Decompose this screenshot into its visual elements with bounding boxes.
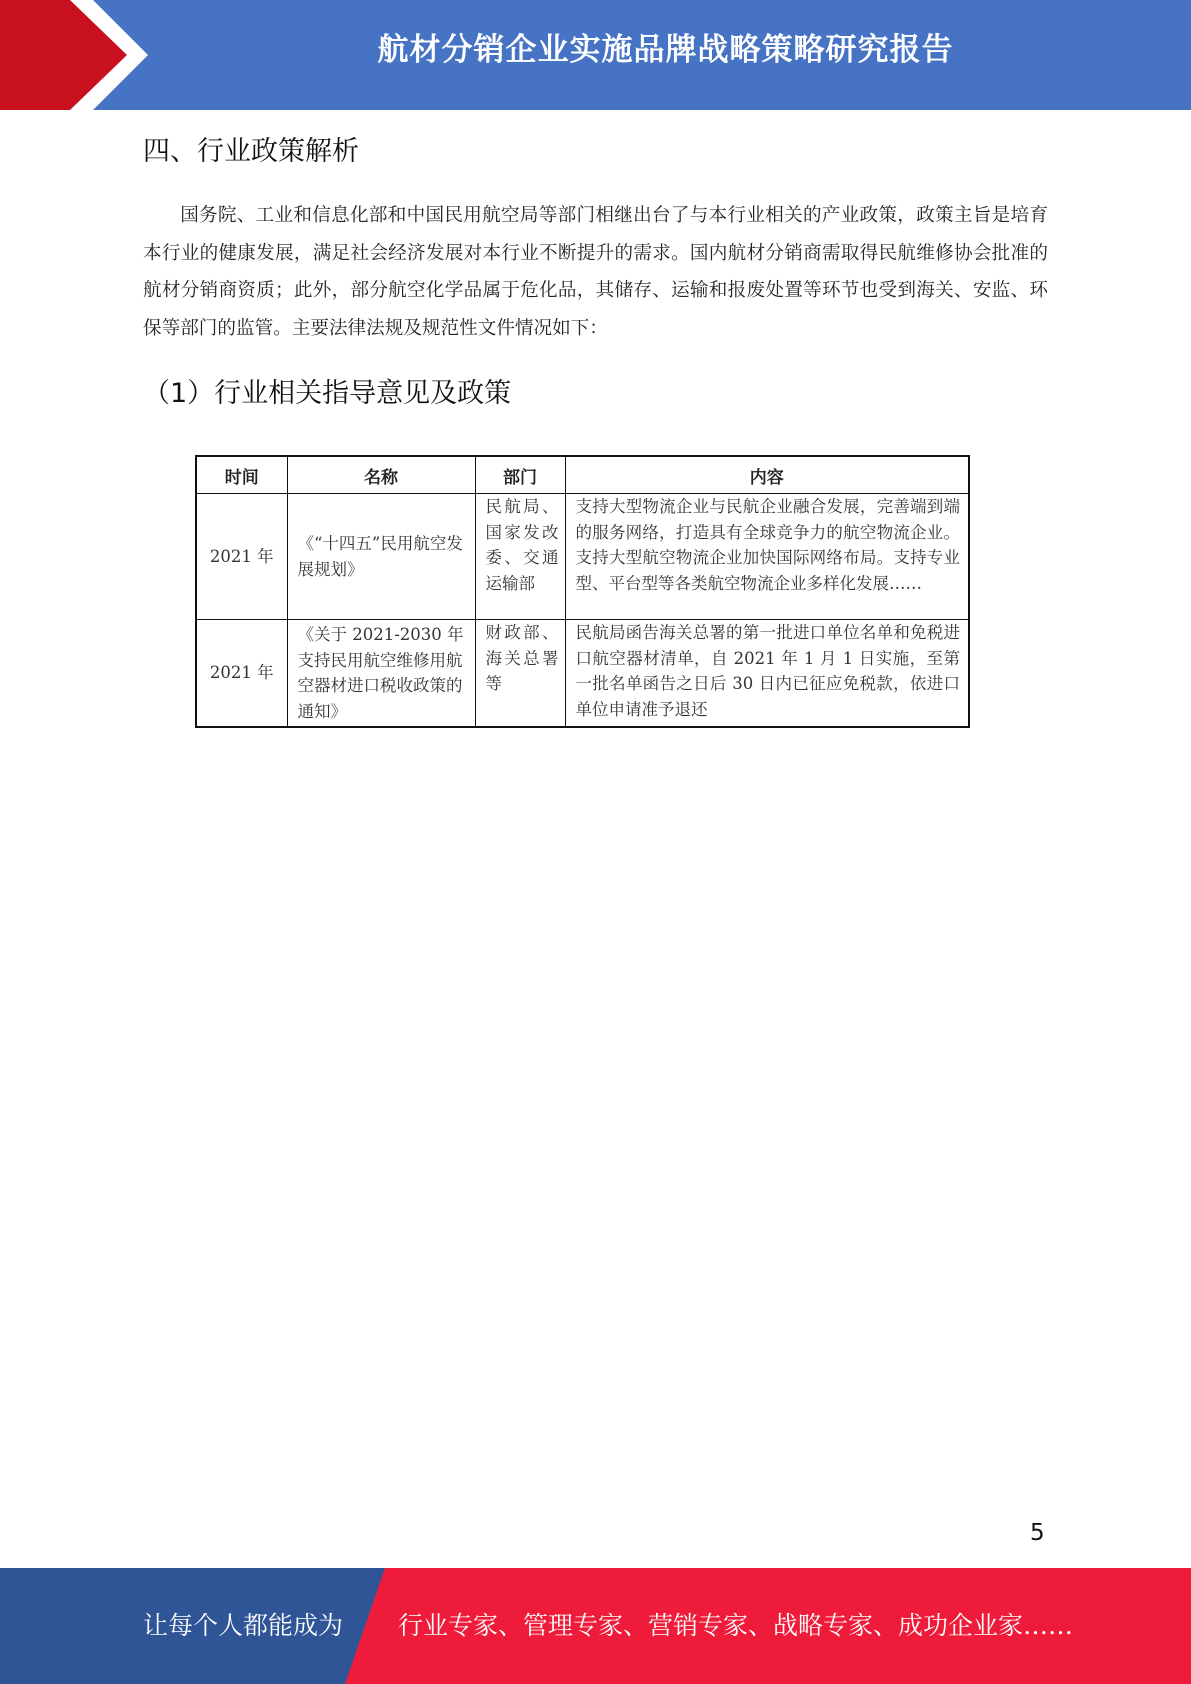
cell-name: 《关于 2021-2030 年支持民用航空维修用航空器材进口税收政策的通知》 [287,620,475,728]
cell-department: 财政部、海关总署等 [475,620,565,728]
sub-heading: （1）行业相关指导意见及政策 [143,378,512,409]
column-header-content: 内容 [565,456,969,494]
footer-slogan-left: 让每个人都能成为 [143,1611,344,1640]
cell-time: 2021 年 [196,494,287,620]
table-row [196,620,969,728]
cell-content: 民航局函告海关总署的第一批进口单位名单和免税进口航空器材清单，自 2021 年 1 月 1 日实施，至第一批名单函告之日后 30 日内已征应免税款，依进口单位申请准予退还 [565,620,969,728]
footer-slogan-right: 行业专家、管理专家、营销专家、战略专家、成功企业家…… [398,1611,1074,1640]
column-header-department: 部门 [475,456,565,494]
column-header-time: 时间 [196,456,287,494]
header-arrow-decoration [0,0,150,110]
policy-table [195,455,970,728]
report-title: 航材分销企业实施品牌战略策略研究报告 [377,32,954,68]
header-bar [0,0,1191,110]
column-header-name: 名称 [287,456,475,494]
page-number: 5 [1030,1520,1045,1546]
section-heading: 四、行业政策解析 [143,136,359,167]
cell-department: 民航局、国家发改委、交通运输部 [475,494,565,620]
cell-content: 支持大型物流企业与民航企业融合发展，完善端到端的服务网络，打造具有全球竞争力的航空物流企业。支持大型航空物流企业加快国际网络布局。支持专业型、平台型等各类航空物流企业多样化发展…… [565,494,969,620]
table-header-row [196,456,969,494]
cell-name: 《“十四五”民用航空发展规划》 [287,494,475,620]
table-row [196,494,969,620]
intro-paragraph: 国务院、工业和信息化部和中国民用航空局等部门相继出台了与本行业相关的产业政策，政策主旨是培育本行业的健康发展，满足社会经济发展对本行业不断提升的需求。国内航材分销商需取得民航维修协会批准的航材分销商资质；此外，部分航空化学品属于危化品，其储存、运输和报废处置等环节也受到海关、安监、环保等部门的监管。主要法律法规及规范性文件情况如下： [143,205,1048,339]
footer-bar [0,1568,1191,1684]
cell-time: 2021 年 [196,620,287,728]
